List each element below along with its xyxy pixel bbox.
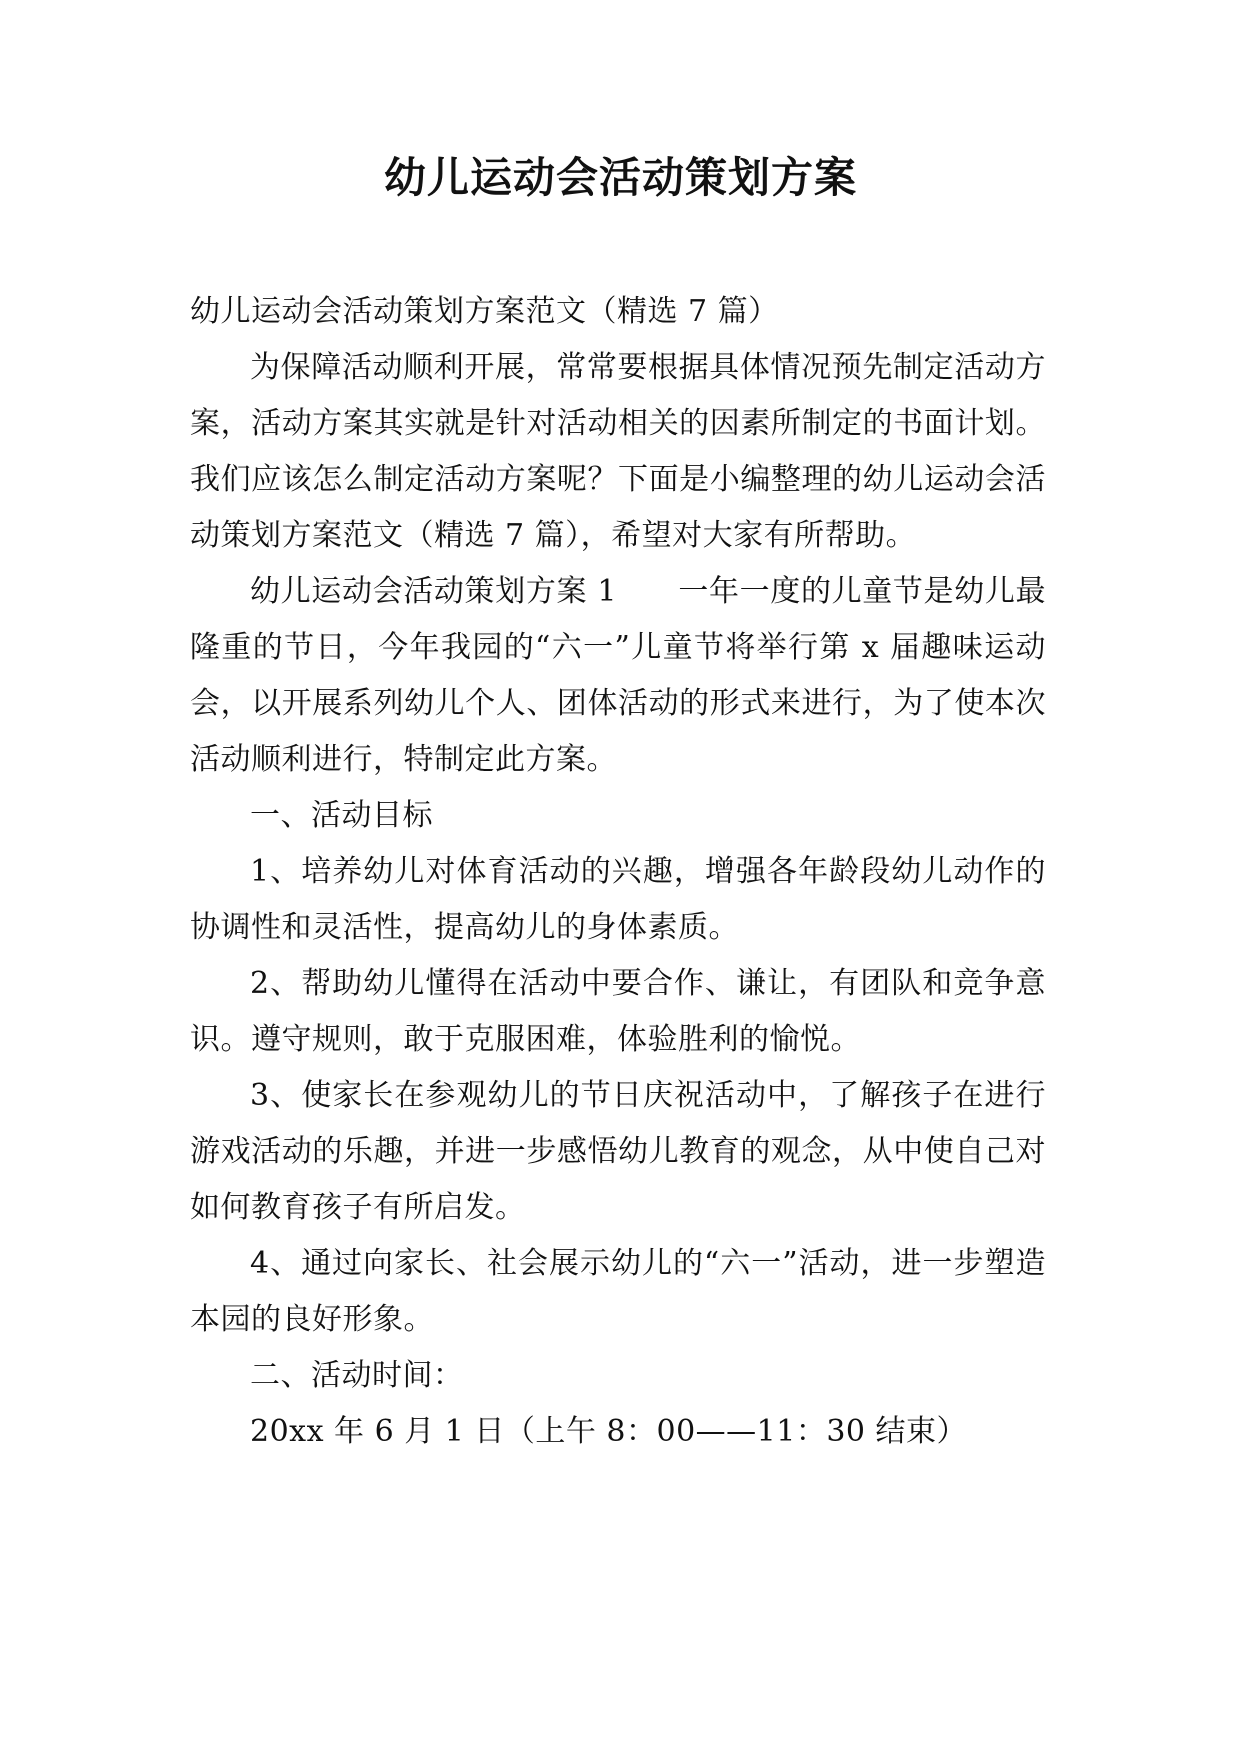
- goal-item-1: 1、培养幼儿对体育活动的兴趣，增强各年龄段幼儿动作的协调性和灵活性，提高幼儿的身体素质。: [190, 854, 1046, 945]
- plan-one-paragraph: 幼儿运动会活动策划方案 1 一年一度的儿童节是幼儿最隆重的节日，今年我园的“六一”儿童节将举行第 x 届趣味运动会，以开展系列幼儿个人、团体活动的形式来进行，为了使本次活动顺利进行，特制定此方案。: [190, 574, 1046, 777]
- section-heading-time: 二、活动时间：: [250, 1358, 464, 1393]
- goal-item-4: 4、通过向家长、社会展示幼儿的“六一”活动，进一步塑造本园的良好形象。: [190, 1246, 1046, 1337]
- subtitle-line: 幼儿运动会活动策划方案范文（精选 7 篇）: [190, 294, 779, 329]
- activity-time-line: 20xx 年 6 月 1 日（上午 8：00——11：30 结束）: [250, 1414, 968, 1449]
- goal-item-3: 3、使家长在参观幼儿的节日庆祝活动中，了解孩子在进行游戏活动的乐趣，并进一步感悟幼儿教育的观念，从中使自己对如何教育孩子有所启发。: [190, 1078, 1046, 1225]
- document-body: [190, 284, 1046, 1460]
- document-title: 幼儿运动会活动策划方案: [383, 153, 857, 202]
- section-heading-goals: 一、活动目标: [250, 798, 433, 833]
- intro-paragraph: 为保障活动顺利开展，常常要根据具体情况预先制定活动方案，活动方案其实就是针对活动相关的因素所制定的书面计划。我们应该怎么制定活动方案呢？下面是小编整理的幼儿运动会活动策划方案范文（精选 7 篇），希望对大家有所帮助。: [190, 350, 1046, 553]
- goal-item-2: 2、帮助幼儿懂得在活动中要合作、谦让，有团队和竞争意识。遵守规则，敢于克服困难，体验胜利的愉悦。: [190, 966, 1046, 1057]
